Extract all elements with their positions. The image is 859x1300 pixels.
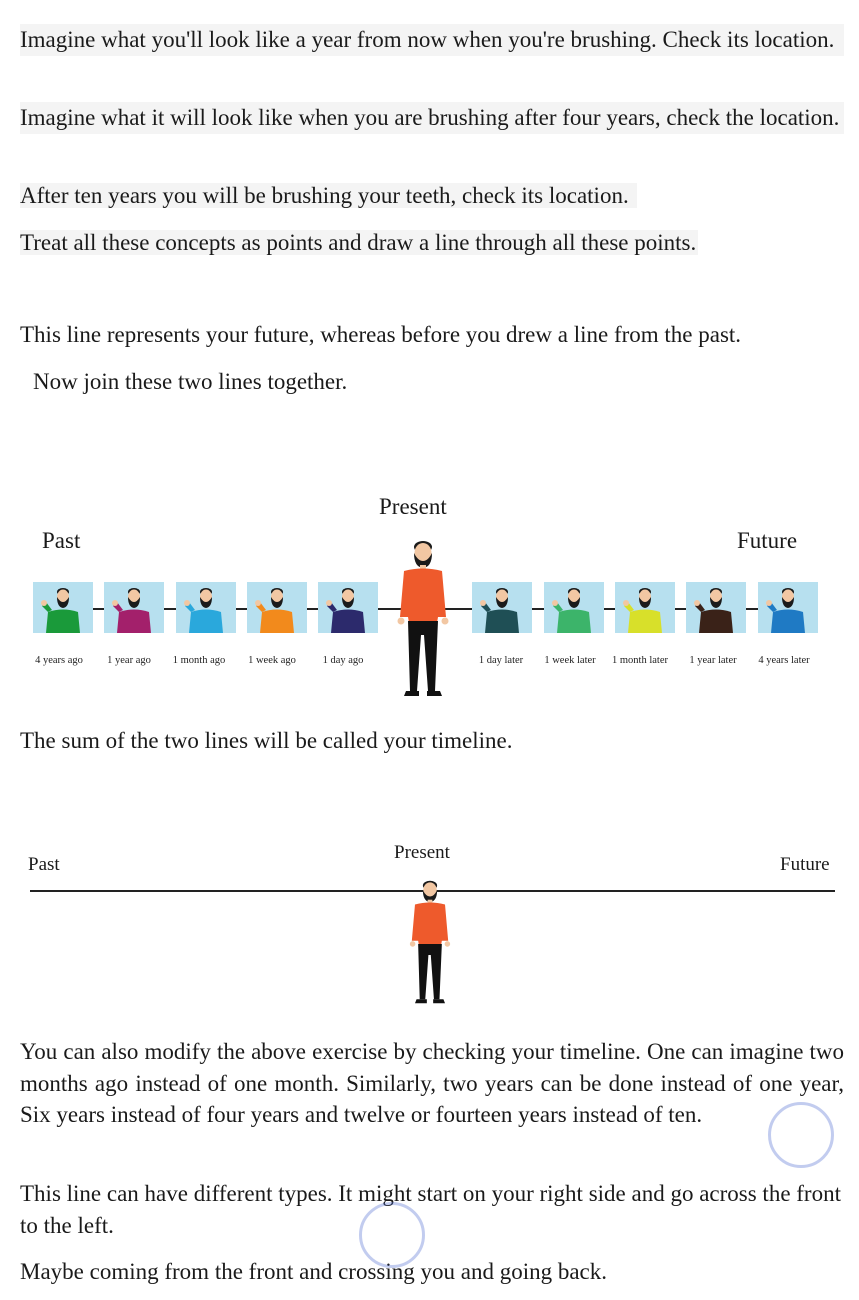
present-person-illustration: [388, 535, 458, 697]
past-caption: 4 years ago: [35, 655, 83, 666]
past-person-card: [33, 582, 93, 633]
future-person-card: [615, 582, 675, 633]
future-caption: 1 week later: [544, 655, 596, 666]
paragraph-imagine-one-year: Imagine what you'll look like a year from now when you're brushing. Check its location.: [20, 24, 844, 56]
touch-indicator: [768, 1102, 834, 1168]
future-person-card: [758, 582, 818, 633]
past-caption: 1 day ago: [322, 655, 364, 666]
touch-indicator: [359, 1202, 425, 1268]
future-person-card: [544, 582, 604, 633]
person-brushing-illustration: [176, 582, 236, 633]
paragraph-treat-points-text: Treat all these concepts as points and draw a line through all these points.: [20, 230, 697, 255]
paragraph-ten-years-text: After ten years you will be brushing your teeth, check its location.: [20, 183, 637, 208]
past-person-card: [318, 582, 378, 633]
future-label: Future: [737, 528, 798, 553]
past-label-2: Past: [28, 854, 60, 875]
person-brushing-illustration: [33, 582, 93, 633]
future-label-2: Future: [780, 854, 830, 875]
past-caption: 1 month ago: [172, 655, 226, 666]
past-person-card: [247, 582, 307, 633]
paragraph-modify-exercise: You can also modify the above exercise by checking your timeline. One can imagine two months ago instead of one month. Similarly, two years can be done instead of one year, Six years instead of four years and twelve or fourteen years instead of ten.: [20, 1039, 844, 1127]
person-brushing-illustration: [104, 582, 164, 633]
paragraph-timeline-sum: The sum of the two lines will be called your timeline.: [20, 728, 513, 753]
person-brushing-illustration: [758, 582, 818, 633]
present-label: Present: [379, 494, 447, 519]
past-caption: 1 year ago: [107, 655, 151, 666]
future-caption: 1 month later: [612, 655, 668, 666]
person-brushing-illustration: [318, 582, 378, 633]
future-person-card: [472, 582, 532, 633]
person-brushing-illustration: [544, 582, 604, 633]
paragraph-front-crossing: Maybe coming from the front and crossing you and going back.: [20, 1259, 608, 1284]
paragraph-join-lines: Now join these two lines together.: [33, 369, 348, 394]
paragraph-imagine-four-years: Imagine what it will look like when you are brushing after four years, check the location.: [20, 102, 844, 134]
future-caption: 1 day later: [478, 655, 524, 666]
person-brushing-illustration: [247, 582, 307, 633]
paragraph-future-line: This line represents your future, whereas before you drew a line from the past.: [20, 322, 742, 347]
paragraph-treat-points: [20, 227, 844, 259]
past-person-card: [176, 582, 236, 633]
past-person-card: [104, 582, 164, 633]
person-brushing-illustration: [472, 582, 532, 633]
paragraph-ten-years: [20, 180, 844, 212]
past-label: Past: [42, 528, 81, 553]
present-person-illustration-2: [401, 876, 459, 1004]
future-person-card: [686, 582, 746, 633]
person-brushing-illustration: [615, 582, 675, 633]
person-brushing-illustration: [686, 582, 746, 633]
paragraph-line-types: This line can have different types. It might start on your right side and go across the front to the left.: [20, 1181, 841, 1238]
future-caption: 1 year later: [689, 655, 737, 666]
future-caption: 4 years later: [758, 655, 810, 666]
present-label-2: Present: [394, 842, 450, 863]
past-caption: 1 week ago: [248, 655, 296, 666]
